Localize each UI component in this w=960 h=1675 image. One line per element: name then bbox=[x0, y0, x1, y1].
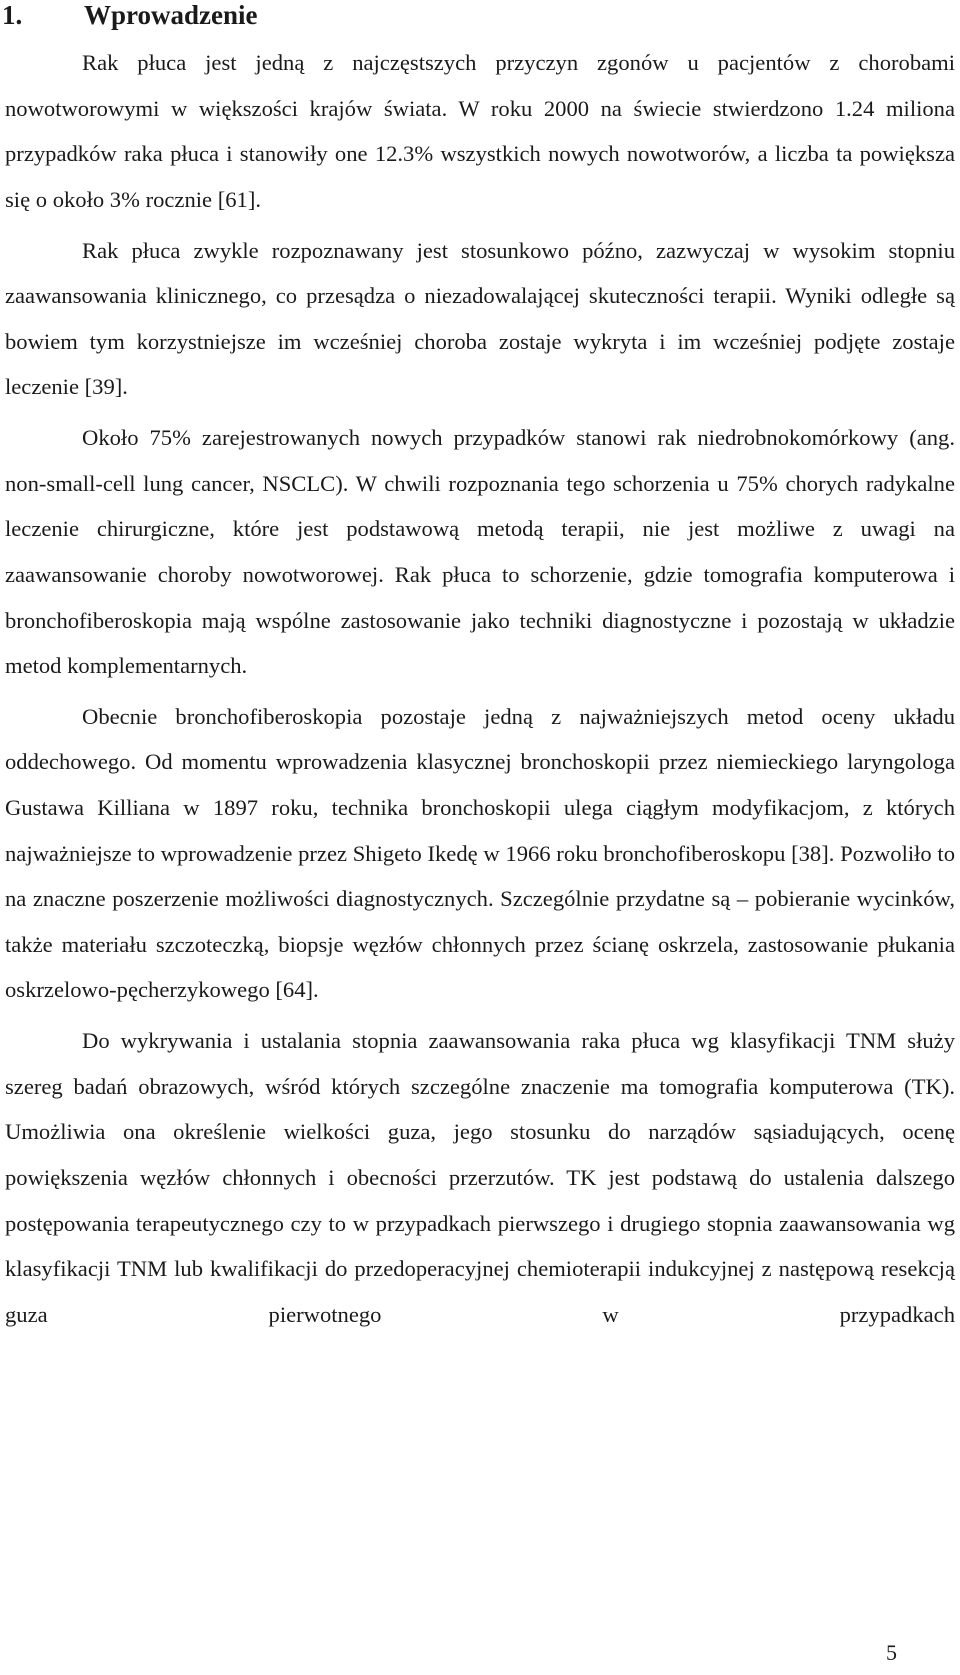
page-number: 5 bbox=[886, 1640, 897, 1665]
paragraph-late-diagnosis: Rak płuca zwykle rozpoznawany jest stosunkowo późno, zazwyczaj w wysokim stopniu zaawansowania klinicznego, co przesądza o niezadowalającej skuteczności terapii. Wyniki odległe są bowiem tym korzystniejsze im wcześniej choroba zostaje wykryta i im wcześniej podjęte zostaje leczenie [39]. bbox=[5, 237, 955, 400]
paragraph-bronchofiberoscopy: Obecnie bronchofiberoskopia pozostaje jedną z najważniejszych metod oceny układu oddechowego. Od momentu wprowadzenia klasycznej bronchoskopii przez niemieckiego laryngologa Gustawa Killiana w 1897 roku, technika bronchoskopii ulega ciągłym modyfikacjom, z których najważniejsze to wprowadzenie przez Shigeto Ikedę w 1966 roku bronchofiberoskopu [38]. Pozwoliło to na znaczne poszerzenie możliwości diagnostycznych. Szczególnie przydatne są – pobieranie wycinków, także materiału szczoteczką, biopsje węzłów chłonnych przez ścianę oskrzela, zastosowanie płukania oskrzelowo-pęcherzykowego [64]. bbox=[5, 703, 955, 1003]
section-heading bbox=[2, 0, 258, 30]
document-body bbox=[5, 40, 955, 1343]
section-title: Wprowadzenie bbox=[84, 0, 258, 30]
paragraph-nsclc: Około 75% zarejestrowanych nowych przypadków stanowi rak niedrobnokomórkowy (ang. non-small-cell lung cancer, NSCLC). W chwili rozpoznania tego schorzenia u 75% chorych radykalne leczenie chirurgiczne, które jest podstawową metodą terapii, nie jest możliwe z uwagi na zaawansowanie choroby nowotworowej. Rak płuca to schorzenie, gdzie tomografia komputerowa i bronchofiberoskopia mają wspólne zastosowanie jako techniki diagnostyczne i pozostają w układzie metod komplementarnych. bbox=[5, 425, 955, 679]
section-number: 1. bbox=[2, 0, 23, 30]
paragraph-incidence: Rak płuca jest jedną z najczęstszych przyczyn zgonów u pacjentów z chorobami nowotworowymi w większości krajów świata. W roku 2000 na świecie stwierdzono 1.24 miliona przypadków raka płuca i stanowiły one 12.3% wszystkich nowych nowotworów, a liczba ta powiększa się o około 3% rocznie [61]. bbox=[5, 50, 955, 212]
paragraph-tnm-imaging: Do wykrywania i ustalania stopnia zaawansowania raka płuca wg klasyfikacji TNM służy szereg badań obrazowych, wśród których szczególne znaczenie ma tomografia komputerowa (TK). Umożliwia ona określenie wielkości guza, jego stosunku do narządów sąsiadujących, ocenę powiększenia węzłów chłonnych i obecności przerzutów. TK jest podstawą do ustalenia dalszego postępowania terapeutycznego czy to w przypadkach pierwszego i drugiego stopnia zaawansowania wg klasyfikacji TNM lub kwalifikacji do przedoperacyjnej chemioterapii indukcyjnej z następową resekcją guza pierwotnego w przypadkach bbox=[5, 1028, 955, 1327]
